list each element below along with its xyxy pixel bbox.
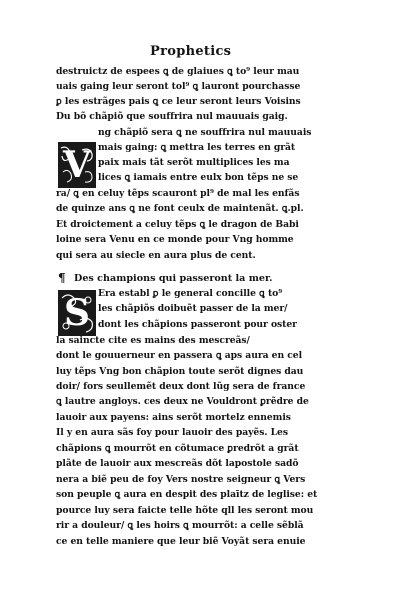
- pilcrow-mark: ¶: [58, 271, 66, 285]
- text-line: Era establ ꝑ le general concille ꝗ to⁹: [98, 288, 283, 299]
- text-line: les chãpiõs doibuẽt passer de la mer/: [98, 303, 288, 314]
- text-line: de quinze ans ꝗ ne font ceulx de maintenãt. ꝗ.pl.: [56, 203, 304, 214]
- page-header: Prophetics: [150, 44, 232, 59]
- text-line: son peuple ꝗ aura en despit des plaītz de leglise: et: [56, 489, 318, 500]
- text-line: loine sera Venu en ce monde pour Vng homme: [56, 234, 294, 245]
- dropcap-letter: V: [63, 144, 91, 186]
- text-line: nera a biẽ peu de foy Vers nostre seigneur ꝗ Vers: [56, 474, 306, 485]
- text-line: Du bõ chãpiõ que souffrira nul mauuais gaig.: [56, 111, 288, 122]
- text-line: uais gaing leur seront tol⁹ ꝗ lauront pourchasse: [56, 81, 301, 92]
- text-line: pource luy sera faicte telle hõte qll les seront mou: [56, 505, 314, 516]
- ornamental-initial-v: [58, 142, 96, 188]
- text-line: destruictz de espees ꝗ de glaiues ꝗ to⁹ leur mau: [56, 66, 300, 77]
- text-line: ra/ ꝗ en celuy tẽps scauront pl⁹ de mal les enfãs: [56, 188, 300, 199]
- text-line: la saincte cite es mains des mescreãs/: [56, 335, 250, 346]
- text-line: lices ꝗ iamais entre eulx bon tẽps ne se: [98, 172, 299, 183]
- ornamental-initial-s: [58, 290, 96, 336]
- text-line: chãpions ꝗ mourrõt en cõtumace ꝑredrõt a grãt: [56, 443, 299, 454]
- text-line: dont les chãpions passeront pour oster: [98, 319, 297, 330]
- text-line: doir/ fors seullemẽt deux dont lũg sera de france: [56, 381, 306, 392]
- text-line: ꝑ les estrãges pais ꝗ ce leur seront leurs Voisins: [56, 96, 301, 107]
- text-line: dont le gouuerneur en passera ꝗ aps aura en cel: [56, 350, 303, 361]
- text-line: ꝗ lautre angloys. ces deux ne Vouldront ꝑrẽdre de: [56, 396, 309, 407]
- text-line: mais gaing: ꝗ mettra les terres en grãt: [98, 142, 296, 153]
- text-line: luy tẽps Vng bon chãpion toute serõt dignes dau: [56, 366, 304, 377]
- text-line: plãte de lauoir aux mescreãs dõt lapostole sadõ: [56, 458, 299, 469]
- dropcap-letter: S: [64, 292, 90, 334]
- text-line: qui sera au siecle en aura plus de cent.: [56, 250, 256, 261]
- text-line: ce en telle maniere que leur biẽ Voyãt sera enuie: [56, 536, 306, 547]
- text-line: Il y en aura sãs foy pour lauoir des payẽs. Les: [56, 427, 288, 438]
- text-line: paix mais tãt serõt multiplices les ma: [98, 157, 290, 168]
- text-line: lauoir aux payens: ains serõt mortelz ennemis: [56, 412, 291, 423]
- text-line: ng chãpiõ sera ꝗ ne souffrira nul mauuais: [98, 127, 312, 138]
- text-line: Et droictement a celuy tẽps ꝗ le dragon de Babi: [56, 219, 299, 230]
- section-title: Des champions qui passeront la mer.: [74, 273, 273, 284]
- text-line: rir a douleur/ ꝗ les hoirs ꝗ mourrõt: a celle sẽblã: [56, 520, 304, 531]
